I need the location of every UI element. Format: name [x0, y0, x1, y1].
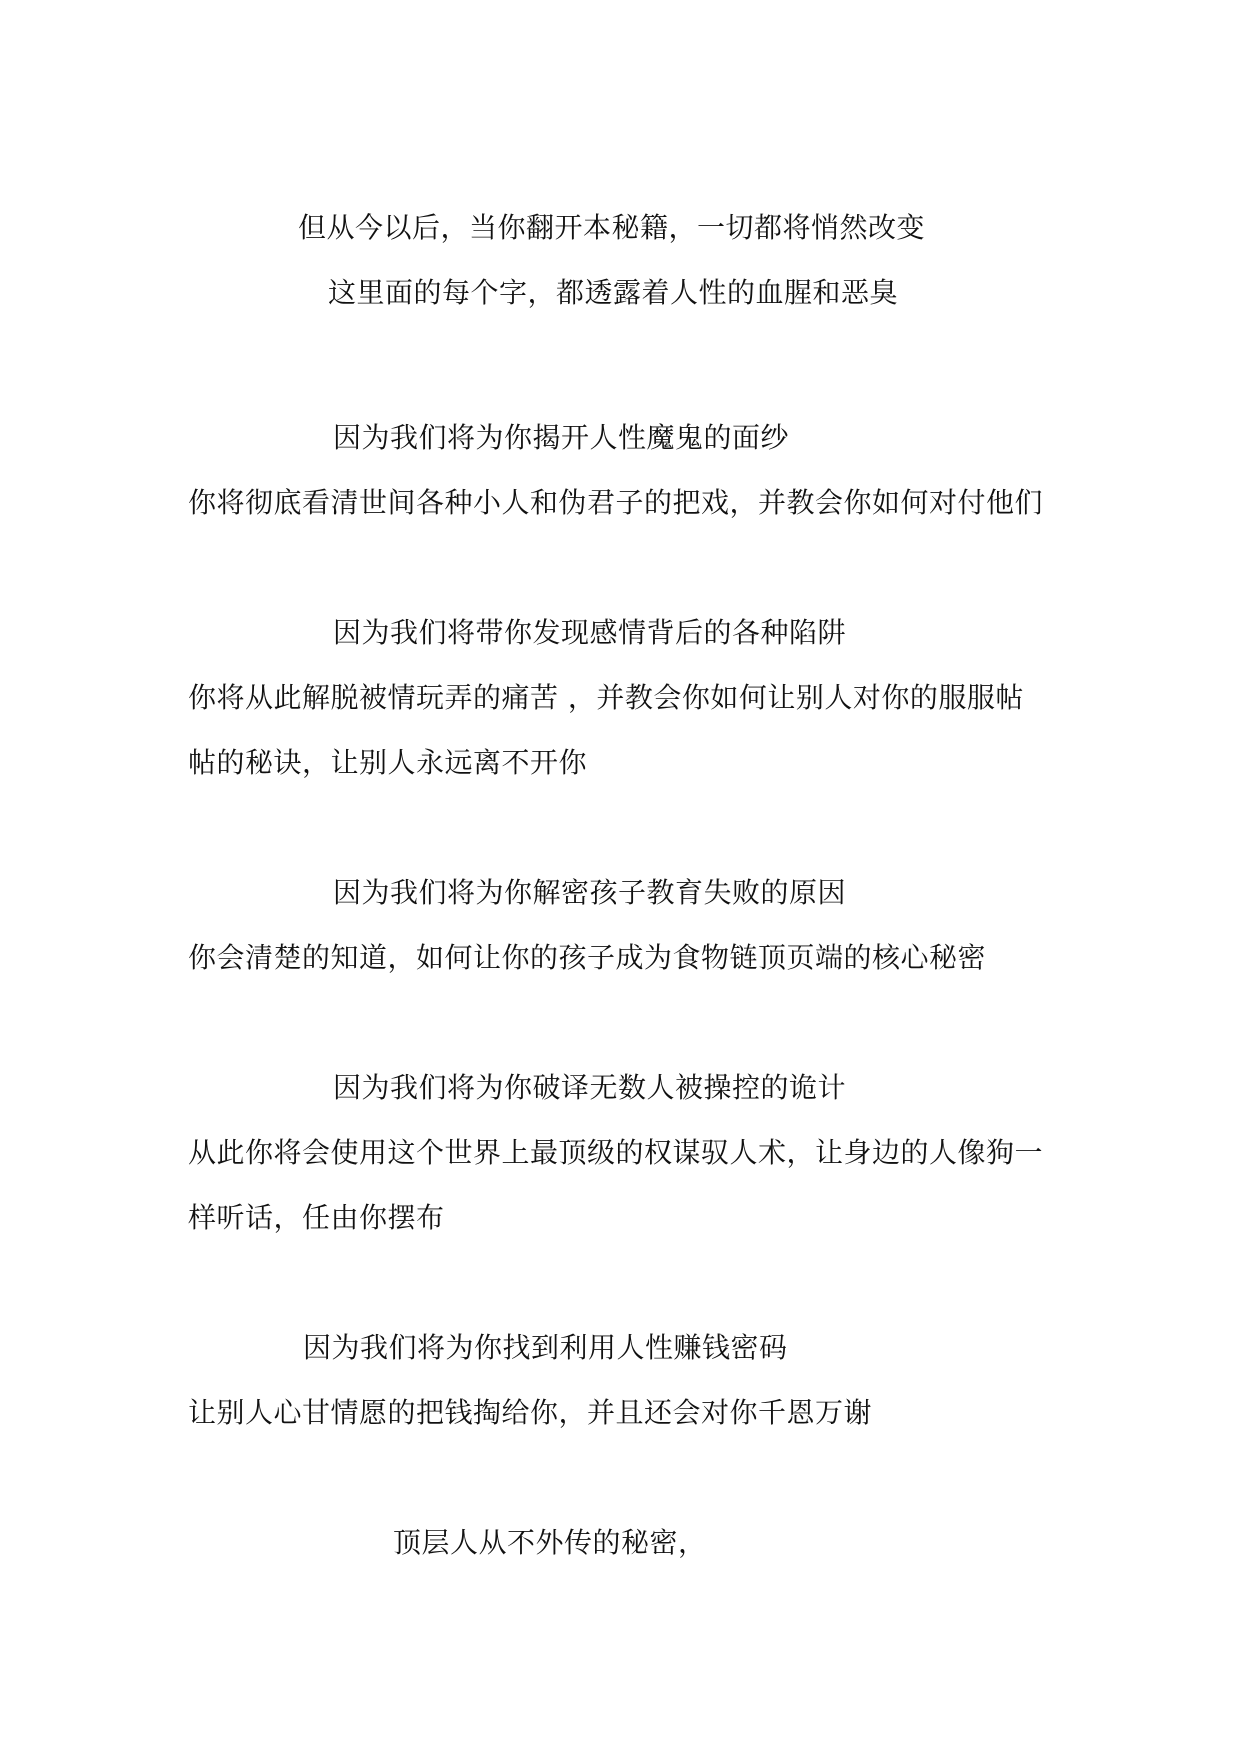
text-line: 这里面的每个字，都透露着人性的血腥和恶臭	[328, 276, 899, 309]
text-line: 你将从此解脱被情玩弄的痛苦 ，并教会你如何让别人对你的服服帖	[188, 681, 1024, 714]
text-line: 帖的秘诀，让别人永远离不开你	[188, 746, 588, 779]
text-line: 因为我们将带你发现感情背后的各种陷阱	[333, 616, 847, 649]
text-line: 你将彻底看清世间各种小人和伪君子的把戏，并教会你如何对付他们	[188, 486, 1044, 519]
text-line: 让别人心甘情愿的把钱掏给你，并且还会对你千恩万谢	[188, 1396, 873, 1429]
text-line: 但从今以后，当你翻开本秘籍，一切都将悄然改变	[298, 211, 926, 244]
text-line: 因为我们将为你找到利用人性赚钱密码	[303, 1331, 788, 1364]
text-line: 从此你将会使用这个世界上最顶级的权谋驭人术，让身边的人像狗一	[188, 1136, 1044, 1169]
text-line: 样听话，任由你摆布	[188, 1201, 445, 1234]
text-line: 因为我们将为你揭开人性魔鬼的面纱	[333, 421, 790, 454]
text-line: 顶层人从不外传的秘密，	[393, 1526, 707, 1559]
text-line: 因为我们将为你破译无数人被操控的诡计	[333, 1071, 847, 1104]
text-line: 你会清楚的知道，如何让你的孩子成为食物链顶页端的核心秘密	[188, 941, 987, 974]
text-line: 因为我们将为你解密孩子教育失败的原因	[333, 876, 847, 909]
